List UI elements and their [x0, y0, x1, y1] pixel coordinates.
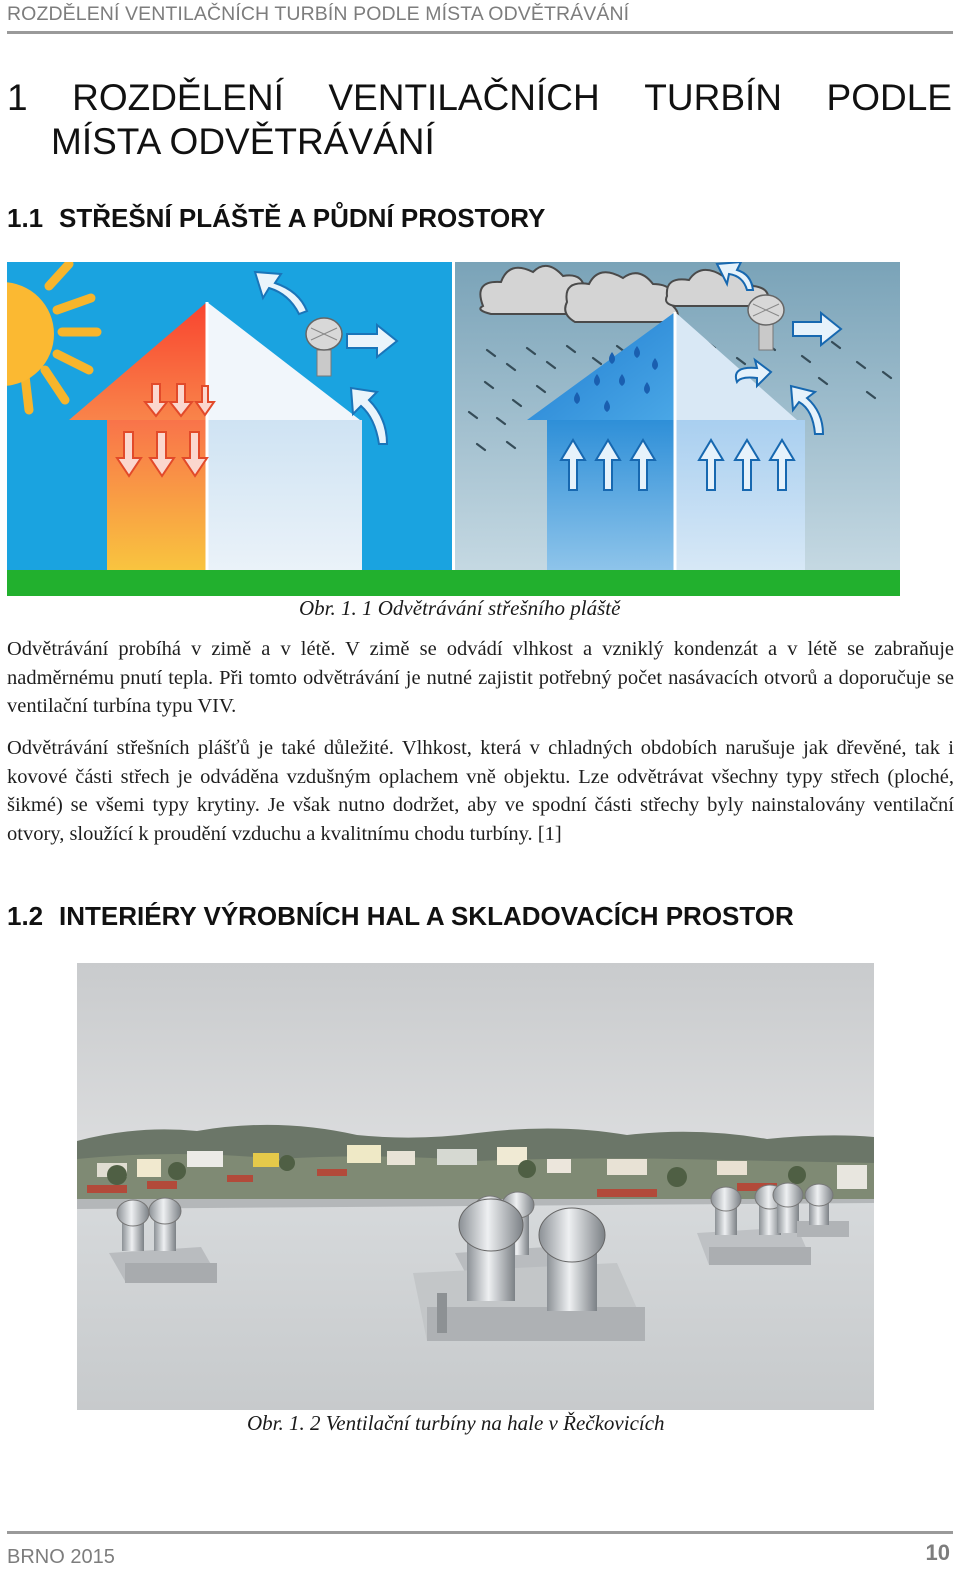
summer-panel [7, 262, 452, 596]
section-heading-1-2 [7, 901, 794, 932]
chapter-word-3: TURBÍN [644, 77, 783, 118]
footer-location-year: BRNO 2015 [7, 1546, 115, 1568]
chapter-heading [7, 76, 952, 164]
figure-caption-1-2: Obr. 1. 2 Ventilační turbíny na hale v Řečkovicích [247, 1411, 665, 1435]
chapter-word-1: ROZDĚLENÍ [72, 77, 284, 118]
rooftop-turbines-photo [77, 963, 874, 1410]
figure-caption-1-1: Obr. 1. 1 Odvětrávání střešního pláště [299, 596, 621, 620]
section-number: 1.2 [7, 901, 44, 931]
page-number: 10 [925, 1540, 950, 1565]
header-rule [7, 31, 953, 34]
section-title: STŘEŠNÍ PLÁŠTĚ A PŮDNÍ PROSTORY [59, 203, 546, 233]
section-heading-1-1 [7, 203, 545, 234]
roof-ventilation-illustration [7, 262, 900, 596]
chapter-word-2: VENTILAČNÍCH [328, 77, 600, 118]
paragraph-1-text: Odvětrávání probíhá v zimě a v létě. V zimě se odvádí vlhkost a vzniklý kondenzát a v létě se zabraňuje nadměrnému pnutí tepla. Při tomto odvětrávání je nutné zajistit potřebný počet nasávacích otvorů a doporučuje se ventilační turbína typu VIV. [7, 638, 954, 718]
paragraph-1 [7, 635, 954, 721]
chapter-heading-line2: MÍSTA ODVĚTRÁVÁNÍ [51, 121, 435, 162]
paragraph-2 [7, 734, 954, 848]
footer-rule [7, 1531, 953, 1534]
chapter-heading-line1 [7, 76, 952, 120]
chapter-number: 1 [7, 77, 28, 118]
section-number: 1.1 [7, 203, 44, 233]
running-header: ROZDĚLENÍ VENTILAČNÍCH TURBÍN PODLE MÍSTA ODVĚTRÁVÁNÍ [7, 3, 630, 25]
paragraph-2-text: Odvětrávání střešních plášťů je také důležité. Vlhkost, která v chladných obdobích narušuje jak dřevěné, tak i kovové části střech je odváděna vzdušným oplachem vně objektu. Lze odvětrávat všechny typy střech (ploché, šikmé) se všemi typy krytiny. Je však nutno dodržet, aby ve spodní části střechy byly nainstalovány ventilační otvory, sloužící k proudění vzduchu a kvalitnímu chodu turbíny. [1] [7, 737, 954, 845]
section-title: INTERIÉRY VÝROBNÍCH HAL A SKLADOVACÍCH PROSTOR [59, 901, 794, 931]
rain-panel [455, 262, 900, 596]
chapter-word-4: PODLE [826, 77, 952, 118]
